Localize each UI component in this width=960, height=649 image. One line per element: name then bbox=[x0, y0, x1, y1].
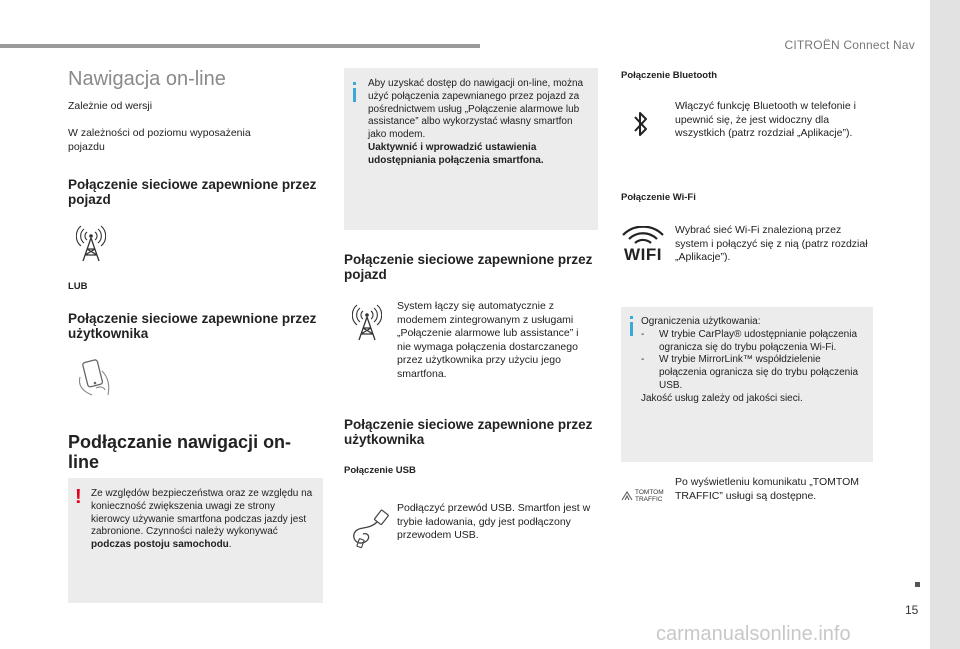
brand-header: CITROËN Connect Nav bbox=[784, 38, 915, 52]
heading-user-connection-2: Połączenie sieciowe zapewnione przez użytkownika bbox=[344, 417, 593, 447]
warning-icon: ! bbox=[75, 486, 82, 508]
limit-dash: - bbox=[641, 354, 645, 366]
watermark: carmanualsonline.info bbox=[656, 623, 851, 645]
section-end-marker bbox=[915, 582, 920, 587]
antenna-icon bbox=[352, 304, 382, 342]
warning-text: Ze względów bezpieczeństwa oraz ze względu na konieczność zwiększenia uwagi ze strony kierowcy używanie smartfona podczas jazdy jest zabronione. Czynności należy wykonywać podczas postoju samochodu. bbox=[91, 488, 313, 551]
or-label: LUB bbox=[68, 281, 88, 292]
version-note: Zależnie od wersji bbox=[68, 100, 153, 112]
limit-item: - W trybie CarPlay® udostępnianie połączenia ogranicza się do trybu połączenia Wi-Fi. bbox=[641, 328, 858, 353]
tomtom-text: Po wyświetleniu komunikatu „TOMTOM TRAFFIC” usługi są dostępne. bbox=[675, 476, 860, 502]
page-edge-bar bbox=[930, 0, 960, 649]
wifi-icon-text: WIFI bbox=[624, 245, 662, 264]
header-rule bbox=[0, 44, 480, 48]
tomtom-icon-line1: TOMTOM bbox=[635, 489, 664, 496]
limits-quality: Jakość usług zależy od jakości sieci. bbox=[641, 392, 803, 404]
bluetooth-icon bbox=[631, 109, 651, 139]
info-box-access bbox=[344, 68, 598, 230]
info-text: Aby uzyskać dostęp do nawigacji on-line, można użyć połączenia zapewnianego przez pojazd za pośrednictwem usług „Połączenie alarmowe lub assistance” albo wykorzystać własny smartfon jako modem. Uaktywnić i wprowadzić ustawienia udostępniania połączenia smartfona. bbox=[368, 78, 584, 166]
limits-title: Ograniczenia użytkowania: bbox=[641, 316, 761, 327]
heading-connect-navigation: Podłączanie nawigacji on-line bbox=[68, 432, 292, 472]
info-icon bbox=[630, 322, 633, 336]
info-icon bbox=[353, 88, 356, 102]
page-number: 15 bbox=[905, 603, 919, 617]
heading-vehicle-connection: Połączenie sieciowe zapewnione przez pojazd bbox=[68, 177, 317, 207]
usb-cable-icon bbox=[349, 508, 391, 550]
info-box-limits bbox=[621, 307, 873, 462]
limit-item: - W trybie MirrorLink™ współdzielenie połączenia ogranicza się do trybu połączenia USB. bbox=[641, 354, 859, 391]
bluetooth-label: Połączenie Bluetooth bbox=[621, 70, 718, 81]
usb-label: Połączenie USB bbox=[344, 465, 416, 476]
tomtom-traffic-icon bbox=[621, 488, 665, 506]
info-icon-dot bbox=[353, 82, 356, 85]
page-title: Nawigacja on-line bbox=[68, 68, 226, 90]
wifi-text: Wybrać sieć Wi-Fi znalezioną przez system i połączyć się z nią (patrz rozdział „Aplikacje”). bbox=[675, 224, 868, 263]
bluetooth-text: Włączyć funkcję Bluetooth w telefonie i upewnić się, że jest widoczny dla wszystkich (patrz rozdział „Aplikacje”). bbox=[675, 100, 856, 139]
wifi-label: Połączenie Wi-Fi bbox=[621, 192, 696, 203]
info-icon-dot bbox=[630, 316, 633, 319]
equipment-note: W zależności od poziomu wyposażenia pojazdu bbox=[68, 127, 251, 153]
usb-text: Podłączyć przewód USB. Smartfon jest w trybie ładowania, gdy jest podłączony przewodem USB. bbox=[397, 502, 591, 541]
vehicle-connection-text: System łączy się automatycznie z modemem zintegrowanym z usługami „Połączenie alarmowe lub assistance” i nie wymaga połączenia dostarczanego przez użytkownika przy użyciu jego smartfona. bbox=[397, 300, 579, 380]
wifi-icon bbox=[621, 226, 665, 264]
smartphone-in-hand-icon bbox=[74, 355, 118, 399]
antenna-icon bbox=[76, 225, 106, 263]
heading-vehicle-connection-2: Połączenie sieciowe zapewnione przez pojazd bbox=[344, 252, 593, 282]
limits-text bbox=[641, 316, 866, 406]
warning-box bbox=[68, 478, 323, 603]
heading-user-connection: Połączenie sieciowe zapewnione przez użytkownika bbox=[68, 311, 317, 341]
tomtom-icon-line2: TRAFFIC bbox=[635, 496, 663, 503]
limit-dash: - bbox=[641, 328, 645, 340]
